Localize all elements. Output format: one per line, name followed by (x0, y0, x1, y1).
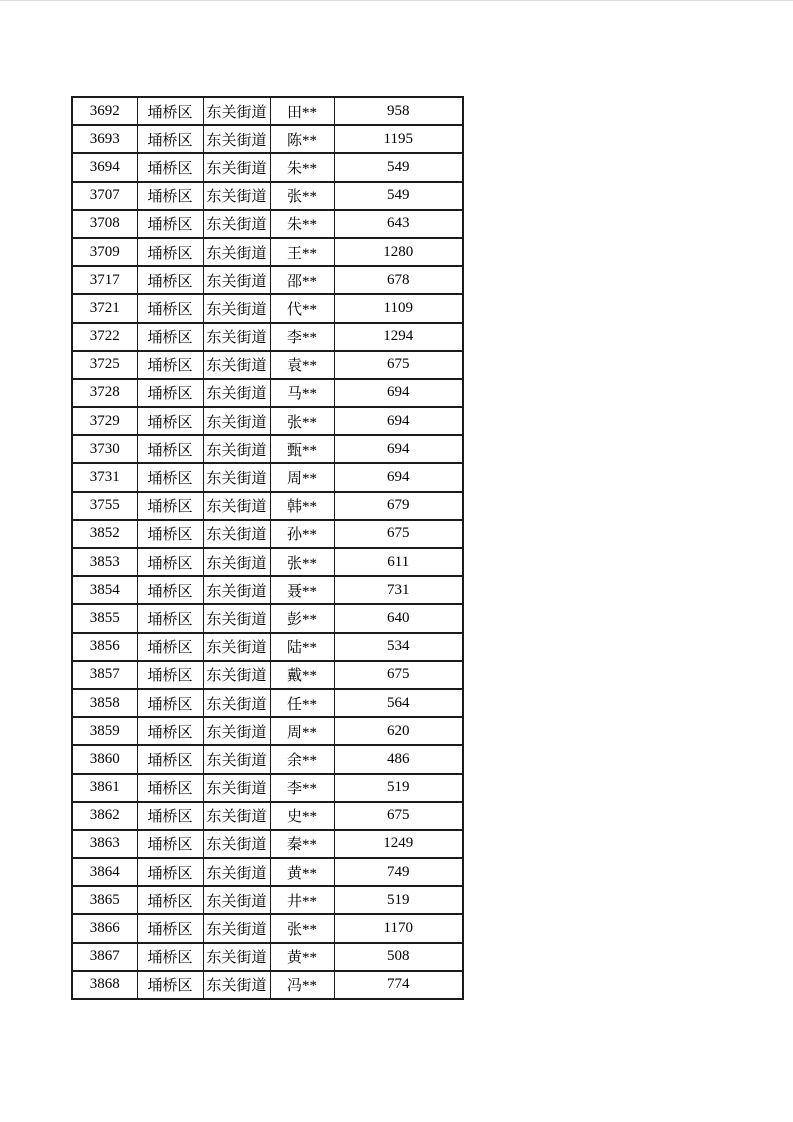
cell-masked-name: 史** (270, 802, 334, 830)
cell-serial-number: 3729 (72, 407, 137, 435)
cell-district: 埇桥区 (137, 576, 203, 604)
cell-district: 埇桥区 (137, 125, 203, 153)
table-row (72, 576, 463, 604)
cell-amount: 1249 (334, 830, 463, 858)
table-row (72, 971, 463, 999)
cell-masked-name: 任** (270, 689, 334, 717)
cell-district: 埇桥区 (137, 435, 203, 463)
cell-masked-name: 冯** (270, 971, 334, 999)
cell-district: 埇桥区 (137, 914, 203, 942)
cell-street: 东关街道 (203, 492, 270, 520)
cell-street: 东关街道 (203, 604, 270, 632)
cell-street: 东关街道 (203, 717, 270, 745)
cell-amount: 679 (334, 492, 463, 520)
cell-masked-name: 王** (270, 238, 334, 266)
table-row (72, 886, 463, 914)
cell-street: 东关街道 (203, 914, 270, 942)
cell-amount: 694 (334, 407, 463, 435)
cell-amount: 508 (334, 943, 463, 971)
cell-serial-number: 3728 (72, 379, 137, 407)
cell-masked-name: 甄** (270, 435, 334, 463)
cell-street: 东关街道 (203, 971, 270, 999)
cell-masked-name: 代** (270, 294, 334, 322)
table-body (72, 97, 463, 999)
cell-serial-number: 3859 (72, 717, 137, 745)
table-row (72, 238, 463, 266)
table-row (72, 858, 463, 886)
cell-amount: 694 (334, 379, 463, 407)
cell-serial-number: 3864 (72, 858, 137, 886)
cell-street: 东关街道 (203, 210, 270, 238)
cell-street: 东关街道 (203, 97, 270, 125)
cell-amount: 675 (334, 351, 463, 379)
cell-street: 东关街道 (203, 858, 270, 886)
cell-masked-name: 陈** (270, 125, 334, 153)
cell-serial-number: 3725 (72, 351, 137, 379)
cell-masked-name: 李** (270, 774, 334, 802)
cell-amount: 640 (334, 604, 463, 632)
cell-masked-name: 李** (270, 323, 334, 351)
cell-district: 埇桥区 (137, 210, 203, 238)
cell-masked-name: 黄** (270, 943, 334, 971)
cell-amount: 486 (334, 745, 463, 773)
cell-street: 东关街道 (203, 407, 270, 435)
cell-district: 埇桥区 (137, 802, 203, 830)
cell-serial-number: 3867 (72, 943, 137, 971)
cell-masked-name: 孙** (270, 520, 334, 548)
cell-amount: 675 (334, 661, 463, 689)
table-row (72, 661, 463, 689)
cell-masked-name: 余** (270, 745, 334, 773)
cell-masked-name: 张** (270, 407, 334, 435)
cell-masked-name: 黄** (270, 858, 334, 886)
cell-serial-number: 3863 (72, 830, 137, 858)
cell-district: 埇桥区 (137, 774, 203, 802)
table-row (72, 802, 463, 830)
cell-masked-name: 戴** (270, 661, 334, 689)
cell-masked-name: 井** (270, 886, 334, 914)
cell-district: 埇桥区 (137, 661, 203, 689)
cell-serial-number: 3755 (72, 492, 137, 520)
cell-amount: 774 (334, 971, 463, 999)
cell-district: 埇桥区 (137, 971, 203, 999)
cell-district: 埇桥区 (137, 520, 203, 548)
cell-district: 埇桥区 (137, 745, 203, 773)
cell-amount: 1294 (334, 323, 463, 351)
cell-amount: 549 (334, 182, 463, 210)
cell-serial-number: 3861 (72, 774, 137, 802)
cell-street: 东关街道 (203, 802, 270, 830)
cell-masked-name: 朱** (270, 210, 334, 238)
cell-serial-number: 3717 (72, 266, 137, 294)
cell-street: 东关街道 (203, 774, 270, 802)
table-row (72, 379, 463, 407)
cell-serial-number: 3856 (72, 633, 137, 661)
cell-amount: 564 (334, 689, 463, 717)
cell-district: 埇桥区 (137, 689, 203, 717)
cell-street: 东关街道 (203, 661, 270, 689)
cell-district: 埇桥区 (137, 604, 203, 632)
cell-street: 东关街道 (203, 351, 270, 379)
cell-amount: 534 (334, 633, 463, 661)
cell-amount: 620 (334, 717, 463, 745)
cell-amount: 519 (334, 886, 463, 914)
cell-district: 埇桥区 (137, 886, 203, 914)
cell-masked-name: 聂** (270, 576, 334, 604)
cell-street: 东关街道 (203, 435, 270, 463)
cell-serial-number: 3852 (72, 520, 137, 548)
cell-street: 东关街道 (203, 294, 270, 322)
cell-district: 埇桥区 (137, 323, 203, 351)
cell-amount: 1170 (334, 914, 463, 942)
cell-street: 东关街道 (203, 886, 270, 914)
cell-street: 东关街道 (203, 830, 270, 858)
cell-masked-name: 马** (270, 379, 334, 407)
table-row (72, 830, 463, 858)
cell-amount: 694 (334, 463, 463, 491)
cell-serial-number: 3730 (72, 435, 137, 463)
cell-amount: 643 (334, 210, 463, 238)
cell-serial-number: 3692 (72, 97, 137, 125)
cell-amount: 958 (334, 97, 463, 125)
cell-serial-number: 3857 (72, 661, 137, 689)
cell-amount: 678 (334, 266, 463, 294)
table-row (72, 633, 463, 661)
table-row (72, 266, 463, 294)
cell-street: 东关街道 (203, 463, 270, 491)
cell-district: 埇桥区 (137, 182, 203, 210)
cell-street: 东关街道 (203, 745, 270, 773)
cell-serial-number: 3721 (72, 294, 137, 322)
cell-masked-name: 张** (270, 914, 334, 942)
cell-masked-name: 田** (270, 97, 334, 125)
table-row (72, 520, 463, 548)
cell-district: 埇桥区 (137, 633, 203, 661)
cell-amount: 675 (334, 802, 463, 830)
cell-serial-number: 3855 (72, 604, 137, 632)
data-table (71, 96, 464, 1000)
page-top-edge (0, 0, 793, 1)
cell-serial-number: 3860 (72, 745, 137, 773)
cell-amount: 749 (334, 858, 463, 886)
cell-masked-name: 彭** (270, 604, 334, 632)
table-row (72, 351, 463, 379)
cell-serial-number: 3707 (72, 182, 137, 210)
cell-serial-number: 3708 (72, 210, 137, 238)
table-row (72, 153, 463, 181)
cell-serial-number: 3722 (72, 323, 137, 351)
cell-serial-number: 3862 (72, 802, 137, 830)
table-row (72, 210, 463, 238)
cell-district: 埇桥区 (137, 463, 203, 491)
table-row (72, 323, 463, 351)
table-row (72, 774, 463, 802)
cell-serial-number: 3731 (72, 463, 137, 491)
cell-serial-number: 3854 (72, 576, 137, 604)
cell-amount: 675 (334, 520, 463, 548)
table-row (72, 717, 463, 745)
cell-district: 埇桥区 (137, 238, 203, 266)
cell-serial-number: 3858 (72, 689, 137, 717)
cell-district: 埇桥区 (137, 351, 203, 379)
cell-district: 埇桥区 (137, 379, 203, 407)
cell-masked-name: 张** (270, 182, 334, 210)
cell-district: 埇桥区 (137, 407, 203, 435)
cell-serial-number: 3865 (72, 886, 137, 914)
cell-masked-name: 周** (270, 463, 334, 491)
cell-amount: 549 (334, 153, 463, 181)
table-row (72, 548, 463, 576)
cell-district: 埇桥区 (137, 492, 203, 520)
cell-masked-name: 朱** (270, 153, 334, 181)
cell-street: 东关街道 (203, 238, 270, 266)
cell-masked-name: 周** (270, 717, 334, 745)
cell-masked-name: 邵** (270, 266, 334, 294)
cell-serial-number: 3868 (72, 971, 137, 999)
cell-district: 埇桥区 (137, 943, 203, 971)
cell-street: 东关街道 (203, 943, 270, 971)
cell-district: 埇桥区 (137, 830, 203, 858)
table-row (72, 125, 463, 153)
cell-amount: 731 (334, 576, 463, 604)
table-row (72, 745, 463, 773)
cell-masked-name: 陆** (270, 633, 334, 661)
cell-serial-number: 3853 (72, 548, 137, 576)
cell-district: 埇桥区 (137, 717, 203, 745)
cell-serial-number: 3694 (72, 153, 137, 181)
cell-district: 埇桥区 (137, 266, 203, 294)
table-row (72, 407, 463, 435)
table-row (72, 604, 463, 632)
cell-district: 埇桥区 (137, 858, 203, 886)
table-row (72, 943, 463, 971)
cell-street: 东关街道 (203, 323, 270, 351)
table-row (72, 435, 463, 463)
table-row (72, 182, 463, 210)
table-row (72, 97, 463, 125)
cell-serial-number: 3709 (72, 238, 137, 266)
cell-amount: 519 (334, 774, 463, 802)
cell-street: 东关街道 (203, 125, 270, 153)
cell-amount: 1195 (334, 125, 463, 153)
cell-amount: 1280 (334, 238, 463, 266)
cell-district: 埇桥区 (137, 294, 203, 322)
cell-street: 东关街道 (203, 520, 270, 548)
table-container (71, 96, 464, 1000)
cell-district: 埇桥区 (137, 548, 203, 576)
cell-amount: 694 (334, 435, 463, 463)
table-row (72, 294, 463, 322)
table-row (72, 689, 463, 717)
cell-street: 东关街道 (203, 379, 270, 407)
cell-amount: 611 (334, 548, 463, 576)
cell-district: 埇桥区 (137, 153, 203, 181)
cell-district: 埇桥区 (137, 97, 203, 125)
table-row (72, 914, 463, 942)
cell-masked-name: 张** (270, 548, 334, 576)
table-row (72, 492, 463, 520)
cell-street: 东关街道 (203, 576, 270, 604)
cell-masked-name: 秦** (270, 830, 334, 858)
cell-street: 东关街道 (203, 548, 270, 576)
cell-street: 东关街道 (203, 182, 270, 210)
table-row (72, 463, 463, 491)
cell-serial-number: 3693 (72, 125, 137, 153)
cell-serial-number: 3866 (72, 914, 137, 942)
cell-street: 东关街道 (203, 633, 270, 661)
cell-amount: 1109 (334, 294, 463, 322)
cell-street: 东关街道 (203, 153, 270, 181)
cell-street: 东关街道 (203, 689, 270, 717)
cell-street: 东关街道 (203, 266, 270, 294)
cell-masked-name: 袁** (270, 351, 334, 379)
cell-masked-name: 韩** (270, 492, 334, 520)
